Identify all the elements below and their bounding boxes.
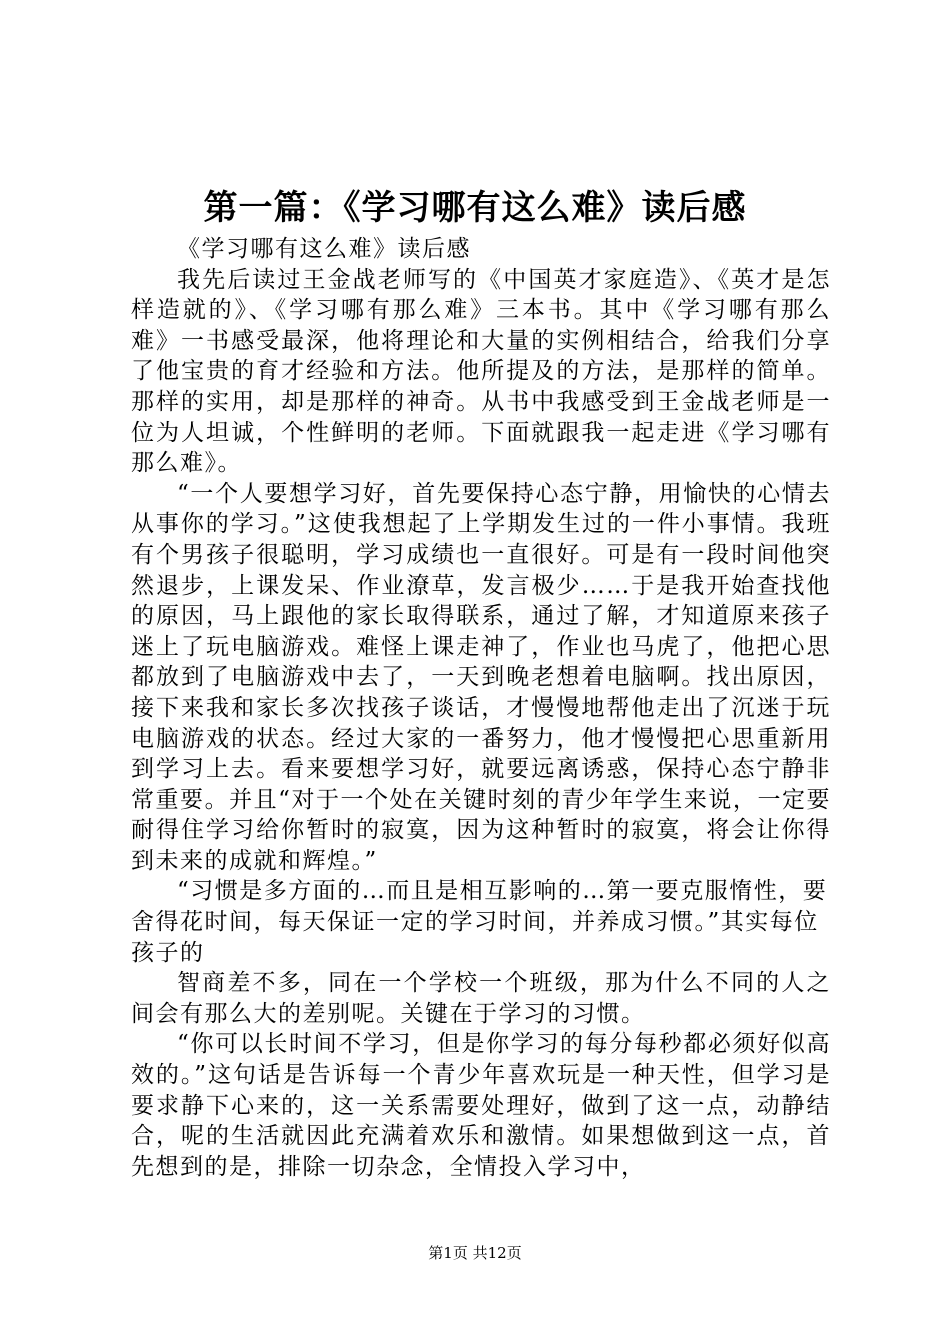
paragraph: 我先后读过王金战老师写的《中国英才家庭造》、《英才是怎样造就的》、《学习哪有那么难》三本书。其中《学习哪有那么难》一书感受最深，他将理论和大量的实例相结合，给我们分享了他宝贵的育才经验和方法。他所提及的方法，是那样的简单。那样的实用，却是那样的神奇。从书中我感受到王金战老师是一位为人坦诚，个性鲜明的老师。下面就跟我一起走进《学习哪有那么难》。 bbox=[131, 266, 831, 477]
paragraph: “一个人要想学习好，首先要保持心态宁静，用愉快的心情去从事你的学习。”这使我想起了上学期发生过的一件小事情。我班有个男孩子很聪明，学习成绩也一直很好。可是有一段时间他突然退步，上课发呆、作业潦草，发言极少……于是我开始查找他的原因，马上跟他的家长取得联系，通过了解，才知道原来孩子迷上了玩电脑游戏。难怪上课走神了，作业也马虎了，他把心思都放到了电脑游戏中去了，一天到晚老想着电脑啊。找出原因，接下来我和家长多次找孩子谈话，才慢慢地帮他走出了沉迷于玩电脑游戏的状态。经过大家的一番努力，他才慢慢把心思重新用到学习上去。看来要想学习好，就要远离诱惑，保持心态宁静非常重要。并且“对于一个处在关键时刻的青少年学生来说，一定要耐得住学习给你暂时的寂寞，因为这种暂时的寂寞，将会让你得到未来的成就和辉煌。” bbox=[131, 480, 831, 874]
paragraph-subtitle: 《学习哪有这么难》读后感 bbox=[177, 236, 471, 262]
paragraph: 智商差不多，同在一个学校一个班级，那为什么不同的人之间会有那么大的差别呢。关键在于学习的习惯。 bbox=[131, 970, 831, 1027]
document-title: 第一篇：《学习哪有这么难》读后感 bbox=[203, 188, 747, 228]
paragraph: “习惯是多方面的…而且是相互影响的…第一要克服惰性，要舍得花时间，每天保证一定的学习时间，并养成习惯。”其实每位孩子的 bbox=[131, 878, 828, 966]
page-indicator: 第1页 共12页 bbox=[428, 1244, 522, 1262]
document-body bbox=[131, 234, 831, 1182]
paragraph: “你可以长时间不学习，但是你学习的每分每秒都必须好似高效的。”这句话是告诉每一个青少年喜欢玩是一种天性，但学习是要求静下心来的，这一关系需要处理好，做到了这一点，动静结合，呢的生活就因此充满着欢乐和激情。如果想做到这一点，首先想到的是，排除一切杂念，全情投入学习中， bbox=[131, 1031, 831, 1180]
